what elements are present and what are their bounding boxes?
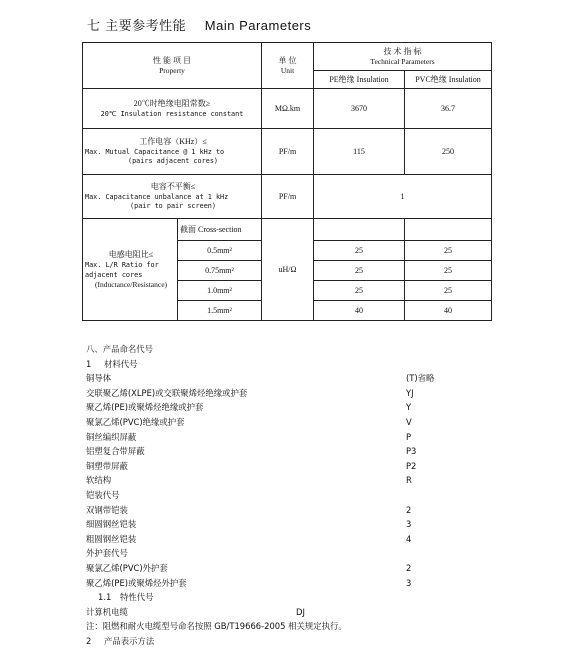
- header-technical-cn: 技 术 指 标: [383, 46, 422, 56]
- pe-value: 25: [314, 261, 405, 281]
- list-item: [86, 488, 466, 503]
- item-code: YJ: [406, 387, 414, 398]
- item-label: 聚氯乙烯(PVC)外护套: [86, 562, 168, 573]
- list-item: [86, 371, 466, 386]
- item-code: P2: [406, 460, 417, 471]
- property-line: 电感电阻比≤: [108, 249, 154, 259]
- computer-cable-code: DJ: [296, 606, 305, 617]
- item-label: 铠装代号: [86, 489, 120, 500]
- property-insulation: [83, 89, 262, 129]
- header-technical: [314, 43, 492, 71]
- property-line: Max. Mutual Capacitance @ 1 kHz to: [85, 148, 225, 157]
- size-cell: 0.75mm²: [178, 261, 262, 281]
- property-capacitance: [83, 129, 262, 175]
- pe-value: 40: [314, 301, 405, 321]
- pe-value: 115: [314, 129, 405, 175]
- item-label: 铜塑带屏蔽: [86, 460, 128, 471]
- property-line: (pair to pair screen): [130, 202, 216, 211]
- section-8-title: 八、产品命名代号: [86, 344, 153, 354]
- main-parameters-table: [82, 42, 492, 321]
- subsection-number: 1.1: [98, 592, 112, 603]
- item-label: 软结构: [86, 475, 112, 486]
- material-code-list: [86, 371, 466, 590]
- cross-section-label: 截面 Cross-section: [178, 219, 262, 241]
- property-line: 电容不平衡≤: [150, 182, 196, 192]
- header-property: [83, 43, 262, 89]
- item-code: 3: [406, 519, 412, 530]
- pvc-value: 36.7: [405, 89, 492, 129]
- item-label: 交联聚乙烯(XLPE)或交联聚烯烃绝缘或护套: [86, 387, 248, 398]
- item-label: 聚氯乙烯(PVC)绝缘或护套: [86, 416, 185, 427]
- table-row: [83, 219, 492, 241]
- pvc-value: 40: [405, 301, 492, 321]
- size-cell: 1.0mm²: [178, 281, 262, 301]
- property-line: (pairs adjacent cores): [127, 157, 219, 166]
- subsection-number: 1: [86, 358, 92, 369]
- list-item: [86, 546, 466, 561]
- list-item: [86, 415, 466, 430]
- item-code: R: [406, 475, 412, 486]
- property-line: Max. L/R Ratio for: [85, 260, 159, 269]
- list-item: [86, 386, 466, 401]
- list-item: [86, 532, 466, 547]
- item-code: 4: [406, 533, 412, 544]
- pe-value: [314, 219, 405, 241]
- pe-value: 3670: [314, 89, 405, 129]
- header-technical-en: Technical Parameters: [370, 56, 435, 66]
- item-label: 铜丝编织屏蔽: [86, 431, 137, 442]
- header-property-cn: 性 能 项 目: [153, 55, 191, 65]
- subsection-1-1-heading: [86, 590, 466, 605]
- item-label: 铝塑复合带屏蔽: [86, 446, 145, 457]
- header-unit-en: Unit: [280, 65, 295, 75]
- list-item: [86, 459, 466, 474]
- pvc-value: 25: [405, 281, 492, 301]
- section-7-title-en: Main Parameters: [204, 18, 312, 33]
- naming-code-section: [86, 342, 466, 648]
- subsection-2-heading: [86, 634, 466, 649]
- computer-cable-label: 计算机电缆: [86, 606, 128, 617]
- list-item: [86, 576, 466, 591]
- subsection-title: 特性代号: [120, 592, 154, 603]
- property-lr-ratio: [83, 219, 178, 321]
- property-line: 20℃时绝缘电阻常数≥: [133, 98, 211, 108]
- item-label: 细圆钢丝铠装: [86, 519, 137, 530]
- pvc-value: 25: [405, 241, 492, 261]
- size-cell: 1.5mm²: [178, 301, 262, 321]
- unit-cell: PF/m: [262, 175, 314, 219]
- property-line: (Inductance/Resistance): [94, 279, 168, 289]
- list-item: [86, 517, 466, 532]
- header-unit-cn: 单 位: [278, 55, 297, 65]
- list-item: [86, 561, 466, 576]
- section-7-title-cn: 七 主要参考性能: [87, 19, 187, 34]
- subsection-1-heading: [86, 357, 466, 372]
- pvc-value: [405, 219, 492, 241]
- note-text: 注：阻燃和耐火电缆型号命名按照 GB/T19666-2005 相关规定执行。: [86, 621, 347, 632]
- header-pvc: PVC绝缘 Insulation: [405, 71, 492, 89]
- pvc-value: 250: [405, 129, 492, 175]
- header-unit: [262, 43, 314, 89]
- subsection-title: 产品表示方法: [104, 635, 155, 646]
- item-code: V: [406, 416, 412, 427]
- property-line: Max. Capacitance unbalance at 1 kHz: [85, 193, 229, 202]
- subsection-title: 材料代号: [104, 358, 138, 369]
- item-code: 2: [406, 562, 412, 573]
- size-cell: 0.5mm²: [178, 241, 262, 261]
- list-item: [86, 444, 466, 459]
- computer-cable-row: [86, 605, 466, 620]
- list-item: [86, 473, 466, 488]
- list-item: [86, 503, 466, 518]
- item-label: 聚乙烯(PE)或聚烯烃外护套: [86, 577, 187, 588]
- item-code: P: [406, 431, 412, 442]
- property-line: adjacent cores: [85, 270, 143, 279]
- item-label: 粗圆钢丝铠装: [86, 533, 137, 544]
- unit-cell: uH/Ω: [262, 219, 314, 321]
- merged-value: 1: [314, 175, 492, 219]
- unit-cell: MΩ.km: [262, 89, 314, 129]
- item-label: 聚乙烯(PE)或聚烯烃绝缘或护套: [86, 402, 204, 413]
- section-7-title: [87, 15, 311, 34]
- header-pe: PE绝缘 Insulation: [314, 71, 405, 89]
- list-item: [86, 430, 466, 445]
- table-header-row: [83, 43, 492, 71]
- property-capacitance-unbalance: [83, 175, 262, 219]
- pvc-value: 25: [405, 261, 492, 281]
- table-row: [83, 89, 492, 129]
- item-label: 铜导体: [86, 373, 112, 384]
- item-code: (T)省略: [406, 373, 435, 384]
- property-line: 工作电容（KHz）≤: [139, 137, 207, 147]
- subsection-number: 2: [86, 635, 92, 646]
- pe-value: 25: [314, 241, 405, 261]
- property-line: 20℃ Insulation resistance constant: [100, 109, 244, 118]
- item-code: Y: [406, 402, 412, 413]
- item-label: 双钢带铠装: [86, 504, 128, 515]
- item-code: 3: [406, 577, 412, 588]
- item-code: P3: [406, 446, 417, 457]
- list-item: [86, 400, 466, 415]
- header-property-en: Property: [159, 65, 185, 75]
- unit-cell: PF/m: [262, 129, 314, 175]
- item-label: 外护套代号: [86, 548, 128, 559]
- pe-value: 25: [314, 281, 405, 301]
- table-row: [83, 175, 492, 219]
- item-code: 2: [406, 504, 412, 515]
- table-row: [83, 129, 492, 175]
